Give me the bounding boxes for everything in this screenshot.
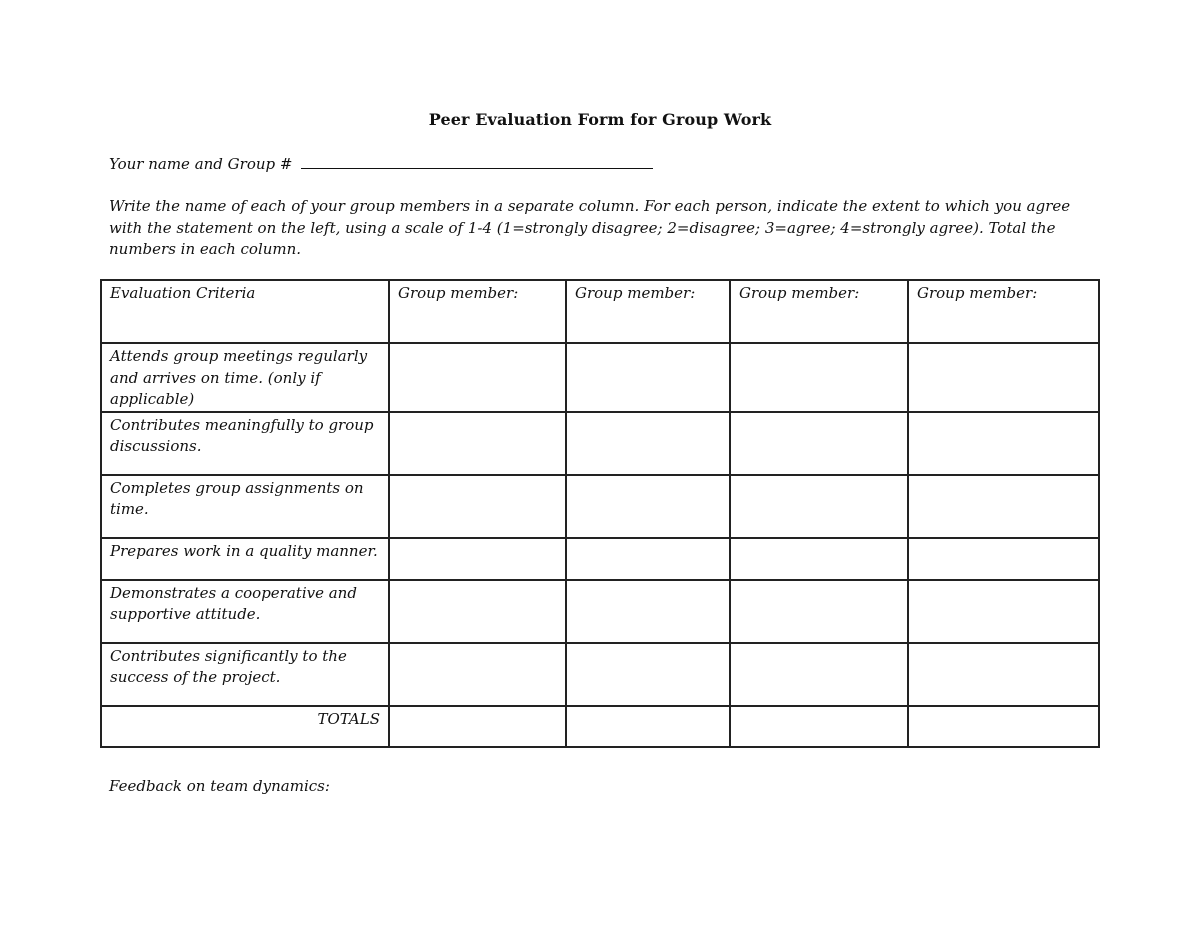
score-cell[interactable] [389,343,566,412]
total-cell[interactable] [389,706,566,747]
score-cell[interactable] [730,343,908,412]
table-row [101,412,1099,475]
score-cell[interactable] [566,412,730,475]
score-cell[interactable] [389,475,566,538]
name-group-line [109,154,653,173]
table-row [101,538,1099,580]
score-cell[interactable] [566,343,730,412]
score-cell[interactable] [908,538,1099,580]
score-cell[interactable] [908,475,1099,538]
score-cell[interactable] [389,538,566,580]
header-member-4[interactable]: Group member: [908,280,1099,343]
score-cell[interactable] [389,412,566,475]
header-member-1[interactable]: Group member: [389,280,566,343]
score-cell[interactable] [566,643,730,706]
score-cell[interactable] [730,643,908,706]
criterion-label: Completes group assignments on time. [101,475,389,538]
table-row [101,343,1099,412]
criterion-label: Demonstrates a cooperative and supportive attitude. [101,580,389,643]
criterion-label: Contributes meaningfully to group discussions. [101,412,389,475]
instructions-text: Write the name of each of your group members in a separate column. For each person, indicate the extent to which you agree with the statement on the left, using a scale of 1-4 (1=strongly disagree; 2=disagree; 3=agree; 4=strongly agree). Total the numbers in each column. [109,197,1071,258]
table-header-row [101,280,1099,343]
criterion-label: Contributes significantly to the success of the project. [101,643,389,706]
evaluation-table [100,279,1100,748]
table-row [101,580,1099,643]
score-cell[interactable] [389,580,566,643]
total-cell[interactable] [908,706,1099,747]
score-cell[interactable] [389,643,566,706]
name-group-label: Your name and Group # [109,155,293,173]
score-cell[interactable] [908,343,1099,412]
score-cell[interactable] [730,538,908,580]
table-row [101,643,1099,706]
header-member-2[interactable]: Group member: [566,280,730,343]
score-cell[interactable] [908,412,1099,475]
criterion-label: Prepares work in a quality manner. [101,538,389,580]
totals-label: TOTALS [101,706,389,747]
total-cell[interactable] [730,706,908,747]
score-cell[interactable] [908,580,1099,643]
score-cell[interactable] [730,412,908,475]
criterion-label: Attends group meetings regularly and arrives on time. (only if applicable) [101,343,389,412]
table-row [101,475,1099,538]
header-criteria: Evaluation Criteria [101,280,389,343]
name-group-blank[interactable] [301,154,653,169]
score-cell[interactable] [730,580,908,643]
feedback-prompt: Feedback on team dynamics: [109,777,330,795]
score-cell[interactable] [566,580,730,643]
score-cell[interactable] [730,475,908,538]
header-member-3[interactable]: Group member: [730,280,908,343]
score-cell[interactable] [566,538,730,580]
score-cell[interactable] [566,475,730,538]
score-cell[interactable] [908,643,1099,706]
total-cell[interactable] [566,706,730,747]
page-title: Peer Evaluation Form for Group Work [428,110,772,129]
totals-row [101,706,1099,747]
